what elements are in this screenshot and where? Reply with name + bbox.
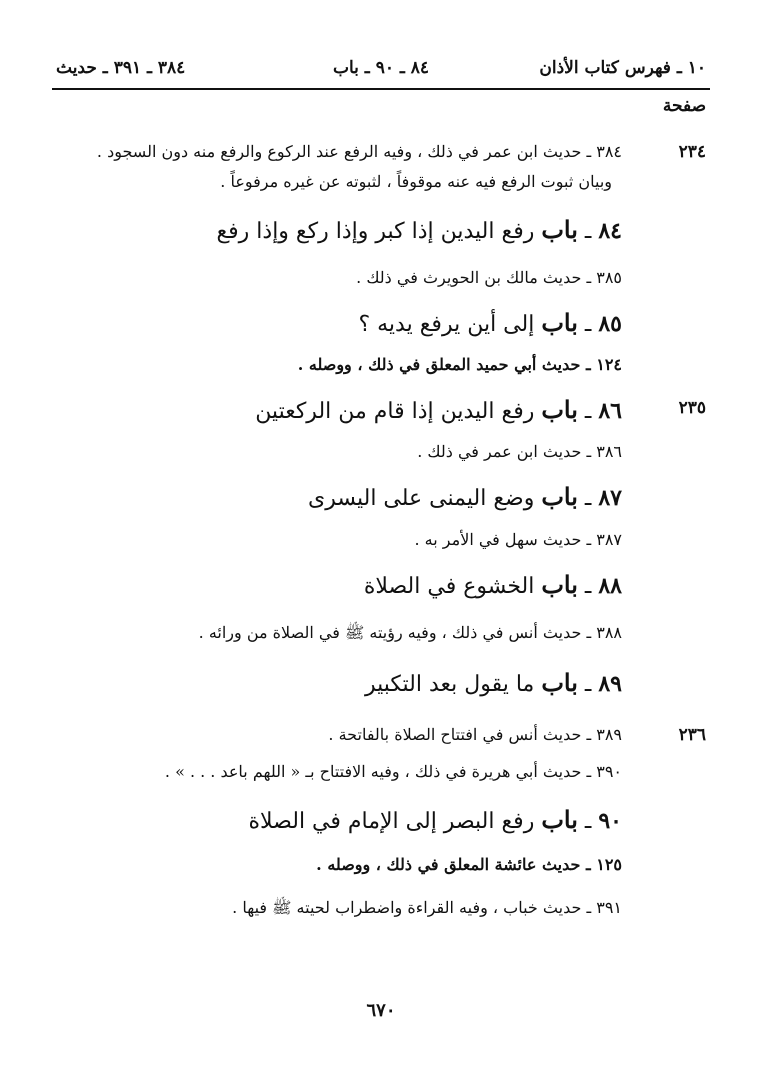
bab-dash: ـ — [577, 399, 599, 424]
bab-word: باب — [541, 308, 578, 337]
bab-word: باب — [541, 805, 578, 834]
index-entry-hadith: ٣٨٦ ـ حديث ابن عمر في ذلك . — [417, 442, 622, 461]
bab-number: ٨٥ — [598, 311, 622, 337]
index-entry-bab — [249, 805, 622, 834]
index-entry-bab — [358, 308, 622, 337]
bab-word: باب — [541, 482, 578, 511]
bab-dash: ـ — [577, 312, 599, 337]
bab-title: رفع اليدين إذا كبر وإذا ركع وإذا رفع — [216, 219, 542, 244]
index-entry-hadith: ٣٨٩ ـ حديث أنس في افتتاح الصلاة بالفاتحة . — [328, 725, 622, 744]
index-entry-bab — [365, 668, 622, 697]
bab-title: الخشوع في الصلاة — [363, 574, 542, 599]
bab-number: ٨٩ — [598, 671, 622, 697]
index-entry-bab — [308, 482, 622, 511]
bab-number: ٨٨ — [598, 573, 622, 599]
bab-number: ٨٦ — [598, 398, 622, 424]
page-column-label: صفحة — [662, 96, 706, 116]
page-ref: ٢٣٤ — [678, 142, 706, 162]
bab-title: ما يقول بعد التكبير — [364, 672, 542, 697]
bab-word: باب — [541, 668, 578, 697]
index-entry-hadith: ٣٩١ ـ حديث خباب ، وفيه القراءة واضطراب لحيته ﷺ فيها . — [232, 898, 622, 917]
bab-number: ٨٧ — [598, 485, 622, 511]
header-hadith-range: ٣٨٤ ـ ٣٩١ ـ حديث — [56, 58, 186, 78]
bab-dash: ـ — [577, 219, 599, 244]
page-number: ٦٧٠ — [366, 1000, 396, 1021]
index-entry-muallaq: ١٢٤ ـ حديث أبي حميد المعلق في ذلك ، ووصله . — [297, 355, 622, 374]
index-entry-continuation: وبيان ثبوت الرفع فيه عنه موقوفاً ، لثبوته عن غيره مرفوعاً . — [220, 172, 612, 191]
header-chapter: ١٠ ـ فهرس كتاب الأذان — [539, 58, 706, 78]
index-entry-bab — [255, 395, 622, 424]
bab-number: ٨٤ — [598, 218, 622, 244]
bab-number: ٩٠ — [598, 808, 622, 834]
bab-dash: ـ — [577, 809, 599, 834]
page-ref: ٢٣٦ — [678, 725, 706, 745]
index-entry-hadith: ٣٨٧ ـ حديث سهل في الأمر به . — [414, 530, 622, 549]
index-entry-muallaq: ١٢٥ ـ حديث عائشة المعلق في ذلك ، ووصله . — [316, 855, 622, 874]
bab-title: رفع البصر إلى الإمام في الصلاة — [248, 809, 542, 834]
bab-dash: ـ — [577, 672, 599, 697]
index-entry-hadith: ٣٨٨ ـ حديث أنس في ذلك ، وفيه رؤيته ﷺ في الصلاة من ورائه . — [198, 623, 622, 642]
header-bab-range: ٨٤ ـ ٩٠ ـ باب — [332, 58, 430, 78]
bab-dash: ـ — [577, 486, 599, 511]
index-entry-hadith: ٣٨٥ ـ حديث مالك بن الحويرث في ذلك . — [356, 268, 622, 287]
index-entry-hadith: ٣٩٠ ـ حديث أبي هريرة في ذلك ، وفيه الافتتاح بـ « اللهم باعد . . . » . — [164, 762, 622, 781]
bab-title: وضع اليمنى على اليسرى — [308, 486, 542, 511]
bab-title: رفع اليدين إذا قام من الركعتين — [255, 399, 542, 424]
index-entry-bab — [364, 570, 622, 599]
index-entry-hadith: ٣٨٤ ـ حديث ابن عمر في ذلك ، وفيه الرفع عند الركوع والرفع منه دون السجود . — [96, 142, 622, 161]
page-ref: ٢٣٥ — [678, 398, 706, 418]
header-rule — [52, 88, 710, 90]
bab-word: باب — [541, 215, 578, 244]
bab-word: باب — [541, 395, 578, 424]
bab-dash: ـ — [577, 574, 599, 599]
bab-word: باب — [541, 570, 578, 599]
running-header — [52, 58, 710, 88]
bab-title: إلى أين يرفع يديه ؟ — [358, 312, 542, 337]
index-entry-bab — [216, 215, 622, 244]
